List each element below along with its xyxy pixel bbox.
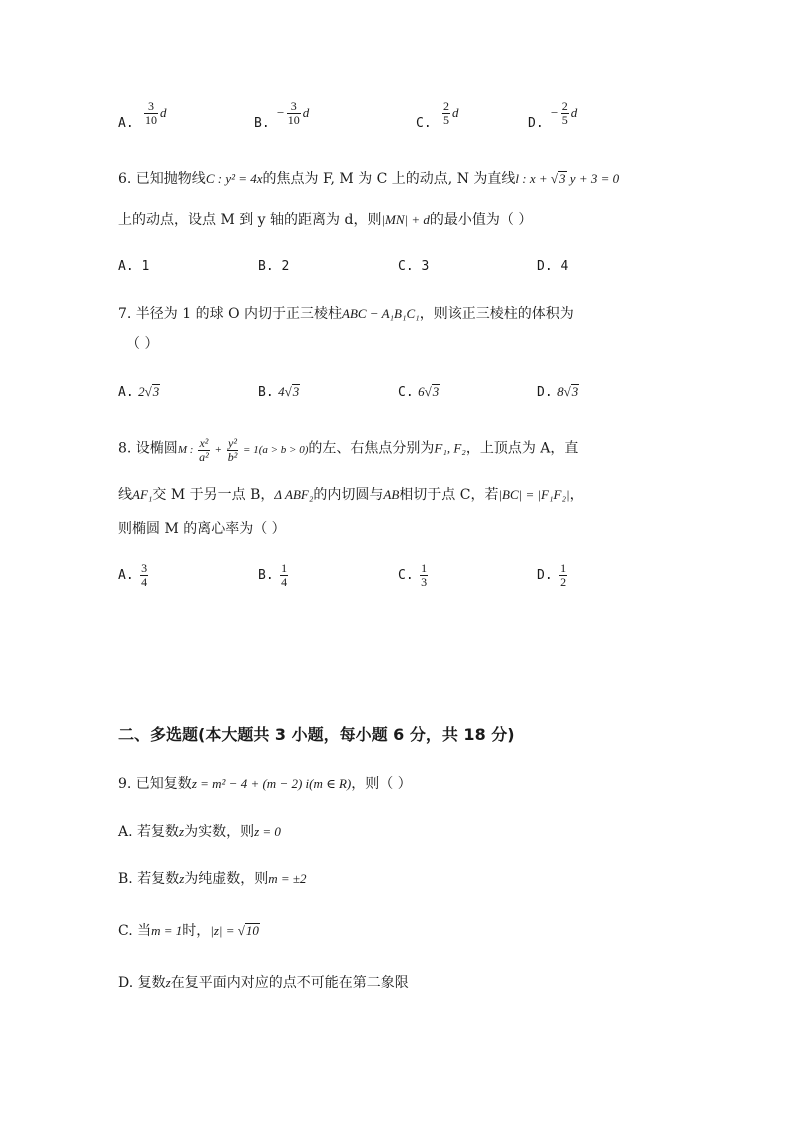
ellipse-equation: M : $\frac{\text{x²}}{\text{a²}}$ + $\frac{\text{y²}}{\text{b²}}$ = 1(a > b > 0) [177, 436, 309, 464]
section-heading: 二、多选题(本大题共 3 小题，每小题 6 分，共 18 分) [118, 725, 515, 744]
q5-option-a: $\frac{3}{10}$ d [145, 99, 167, 127]
q8-option-b: B. $\frac{1}{4}$ [258, 561, 288, 589]
q7-option-b: B. 4√3 [258, 384, 300, 400]
q9-option-a: A. 若复数z为实数，则z = 0 [118, 824, 281, 840]
q7-option-c: C. 6√3 [398, 384, 440, 400]
q9-option-d: D. 复数z在复平面内对应的点不可能在第二象限 [118, 975, 409, 991]
q9-stem: 9. 已知复数z = m² − 4 + (m − 2) i(m ∈ R)，则（ ） [118, 776, 412, 792]
q6-option-d: D. 4 [537, 259, 569, 274]
q6-option-c: C. 3 [398, 259, 430, 274]
q7-option-d: D. 8√3 [537, 384, 579, 400]
q7-line-1: 7. 半径为 1 的球 O 内切于正三棱柱ABC − A₁B₁C₁，则该正三棱柱的体积为 [118, 306, 574, 322]
q6-line-1: 6. 已知抛物线C : y² = 4x的焦点为 F, M 为 C 上的动点, N 为直线l : x + √3 y + 3 = 0 [118, 171, 620, 187]
q5-option-b-label: B. [254, 116, 270, 131]
q8-option-d: D. $\frac{1}{2}$ [537, 561, 567, 589]
q5-option-d: − $\frac{2}{5}$ d [550, 99, 578, 127]
q5-option-a-label: A. [118, 116, 134, 131]
q6-option-b: B. 2 [258, 259, 290, 274]
q9-option-c: C. 当m = 1时，|z| = √10 [118, 923, 259, 939]
q9-option-b: B. 若复数z为纯虚数，则m = ±2 [118, 871, 307, 887]
q5-options [118, 100, 718, 136]
q6-line-2: 上的动点，设点 M 到 y 轴的距离为 d，则|MN| + d的最小值为（ ） [118, 212, 533, 228]
q8-line-1: 8. 设椭圆M : $\frac{\text{x²}}{\text{a²}}$ + $\frac{\text{y²}}{\text{b²}}$ = 1(a > b > 0)的左、右焦点分别为F₁, F₂，上顶点为 A，直 [118, 436, 579, 464]
q7-option-a: A. 2√3 [118, 384, 160, 400]
q5-option-b: − $\frac{3}{10}$ d [276, 99, 310, 127]
q6-option-a: A. 1 [118, 259, 150, 274]
q8-line-2: 线AF₁交 M 于另一点 B，Δ ABF₂的内切圆与AB相切于点 C，若|BC| = |F₁F₂|， [118, 487, 584, 503]
q8-option-a: A. $\frac{3}{4}$ [118, 561, 148, 589]
q5-option-c: $\frac{2}{5}$ d [443, 99, 459, 127]
q5-option-d-label: D. [528, 116, 544, 131]
q8-line-3: 则椭圆 M 的离心率为（ ） [118, 521, 286, 537]
q5-option-c-label: C. [416, 116, 432, 131]
q7-line-2: （ ） [126, 336, 159, 352]
q8-option-c: C. $\frac{1}{3}$ [398, 561, 428, 589]
